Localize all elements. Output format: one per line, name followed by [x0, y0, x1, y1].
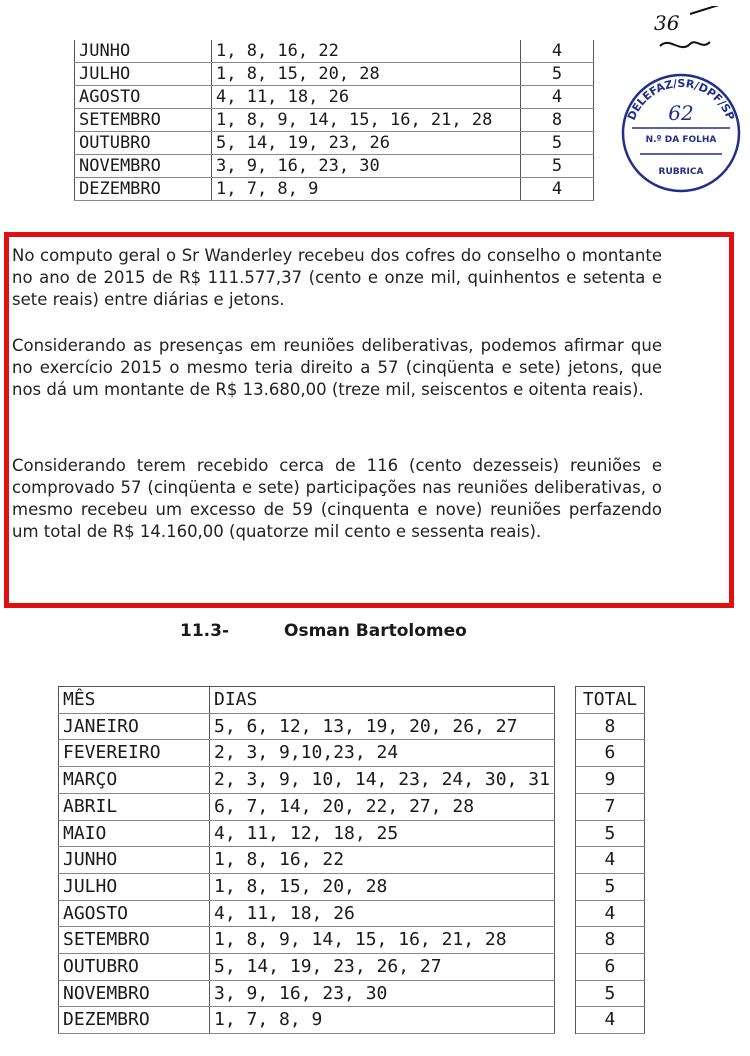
paragraph-jetons-entitled: Considerando as presenças em reuniões deliberativas, podemos afirmar que no exercício 2015 o mesmo teria direito a 57 (cinqüenta e sete) jetons, que nos dá um montante de R$ 13.680,00 (treze mil, seiscentos e oitenta reais). [12, 336, 662, 399]
month-cell: JANEIRO [59, 713, 210, 740]
days-cell: 3, 9, 16, 23, 30 [210, 980, 555, 1007]
stamp-folha-label: N.º DA FOLHA [645, 135, 717, 145]
section-name: Osman Bartolomeo [284, 621, 467, 641]
column-gap [554, 900, 575, 927]
official-stamp [618, 70, 744, 196]
month-cell: MARÇO [59, 767, 210, 794]
total-cell: 5 [521, 63, 594, 86]
table-row [59, 900, 645, 927]
table-row [59, 740, 645, 767]
paragraph-excess-meetings: Considerando terem recebido cerca de 116 (cento dezesseis) reuniões e comprovado 57 (cinqüenta e sete) participações nas reuniões deliberativas, o mesmo recebeu um excesso de 59 (cinquenta e nove) reuniões perfazendo um total de R$ 14.160,00 (quatorze mil cento e sessenta reais). [12, 456, 662, 541]
total-cell: 4 [575, 1007, 644, 1034]
days-cell: 5, 14, 19, 23, 26, 27 [210, 954, 555, 981]
total-cell: 5 [575, 873, 644, 900]
days-cell: 4, 11, 18, 26 [212, 86, 521, 109]
month-cell: MAIO [59, 820, 210, 847]
total-cell: 9 [575, 767, 644, 794]
column-gap [554, 820, 575, 847]
days-cell: 1, 8, 16, 22 [212, 40, 521, 63]
month-cell: AGOSTO [75, 86, 212, 109]
days-cell: 1, 8, 15, 20, 28 [212, 63, 521, 86]
month-cell: SETEMBRO [75, 109, 212, 132]
month-cell: DEZEMBRO [75, 178, 212, 201]
days-cell: 3, 9, 16, 23, 30 [212, 155, 521, 178]
column-gap [554, 767, 575, 794]
month-cell: SETEMBRO [59, 927, 210, 954]
days-cell: 5, 6, 12, 13, 19, 20, 26, 27 [210, 713, 555, 740]
total-cell: 8 [521, 109, 594, 132]
column-gap [554, 793, 575, 820]
month-cell: NOVEMBRO [59, 980, 210, 1007]
table-row [59, 767, 645, 794]
table-row [59, 847, 645, 874]
column-gap [554, 847, 575, 874]
table-row [75, 63, 594, 86]
table-row [75, 40, 594, 63]
total-cell: 5 [521, 155, 594, 178]
table-row [59, 713, 645, 740]
column-gap [554, 1007, 575, 1034]
column-gap [554, 740, 575, 767]
days-cell: 5, 14, 19, 23, 26 [212, 132, 521, 155]
total-cell: 6 [575, 740, 644, 767]
total-cell: 4 [521, 40, 594, 63]
days-cell: 2, 3, 9,10,23, 24 [210, 740, 555, 767]
days-cell: 1, 8, 16, 22 [210, 847, 555, 874]
month-cell: AGOSTO [59, 900, 210, 927]
column-gap [554, 713, 575, 740]
section-number: 11.3- [180, 621, 229, 641]
month-cell: JULHO [75, 63, 212, 86]
header-month: MÊS [59, 687, 210, 714]
total-cell: 6 [575, 954, 644, 981]
total-cell: 5 [575, 820, 644, 847]
total-cell: 8 [575, 927, 644, 954]
table-row [59, 954, 645, 981]
table-row [59, 927, 645, 954]
days-cell: 4, 11, 18, 26 [210, 900, 555, 927]
days-cell: 4, 11, 12, 18, 25 [210, 820, 555, 847]
table-row [59, 793, 645, 820]
total-cell: 7 [575, 793, 644, 820]
month-cell: DEZEMBRO [59, 1007, 210, 1034]
total-cell: 4 [575, 847, 644, 874]
column-gap [554, 954, 575, 981]
total-cell: 5 [521, 132, 594, 155]
total-cell: 4 [575, 900, 644, 927]
month-cell: JUNHO [75, 40, 212, 63]
column-gap [554, 980, 575, 1007]
month-cell: ABRIL [59, 793, 210, 820]
top-table-body [75, 40, 594, 201]
table-row [75, 86, 594, 109]
days-cell: 1, 8, 9, 14, 15, 16, 21, 28 [212, 109, 521, 132]
days-cell: 6, 7, 14, 20, 22, 27, 28 [210, 793, 555, 820]
month-cell: OUTUBRO [59, 954, 210, 981]
header-total: TOTAL [575, 687, 644, 714]
stamp-top-text: DELEFAZ/SR/DPF/SP [624, 76, 738, 123]
column-gap [554, 927, 575, 954]
month-cell: OUTUBRO [75, 132, 212, 155]
days-cell: 2, 3, 9, 10, 14, 23, 24, 30, 31 [210, 767, 555, 794]
table-row [75, 178, 594, 201]
total-cell: 5 [575, 980, 644, 1007]
top-attendance-table [74, 40, 594, 201]
table-row [59, 873, 645, 900]
table-row [59, 820, 645, 847]
total-cell: 8 [575, 713, 644, 740]
table-row [59, 1007, 645, 1034]
days-cell: 1, 7, 8, 9 [212, 178, 521, 201]
handwritten-signature [650, 6, 730, 66]
month-cell: FEVEREIRO [59, 740, 210, 767]
header-days: DIAS [210, 687, 555, 714]
days-cell: 1, 8, 15, 20, 28 [210, 873, 555, 900]
column-gap [554, 687, 575, 714]
month-cell: JUNHO [59, 847, 210, 874]
bottom-attendance-table [58, 686, 645, 1034]
paragraph-total-received: No computo geral o Sr Wanderley recebeu dos cofres do conselho o montante no ano de 2015 de R$ 111.577,37 (cento e onze mil, quinhentos e setenta e sete reais) entre diárias e jetons. [12, 246, 662, 309]
total-cell: 4 [521, 178, 594, 201]
stamp-rubrica-label: RUBRICA [658, 167, 704, 177]
table-row [75, 132, 594, 155]
month-cell: NOVEMBRO [75, 155, 212, 178]
total-cell: 4 [521, 86, 594, 109]
month-cell: JULHO [59, 873, 210, 900]
table-row [75, 155, 594, 178]
stamp-page-number: 62 [668, 101, 694, 125]
column-gap [554, 873, 575, 900]
days-cell: 1, 7, 8, 9 [210, 1007, 555, 1034]
days-cell: 1, 8, 9, 14, 15, 16, 21, 28 [210, 927, 555, 954]
page-mark: 36 [654, 11, 680, 35]
table-header-row [59, 687, 645, 714]
table-row [75, 109, 594, 132]
table-row [59, 980, 645, 1007]
bottom-table-body [59, 687, 645, 1034]
